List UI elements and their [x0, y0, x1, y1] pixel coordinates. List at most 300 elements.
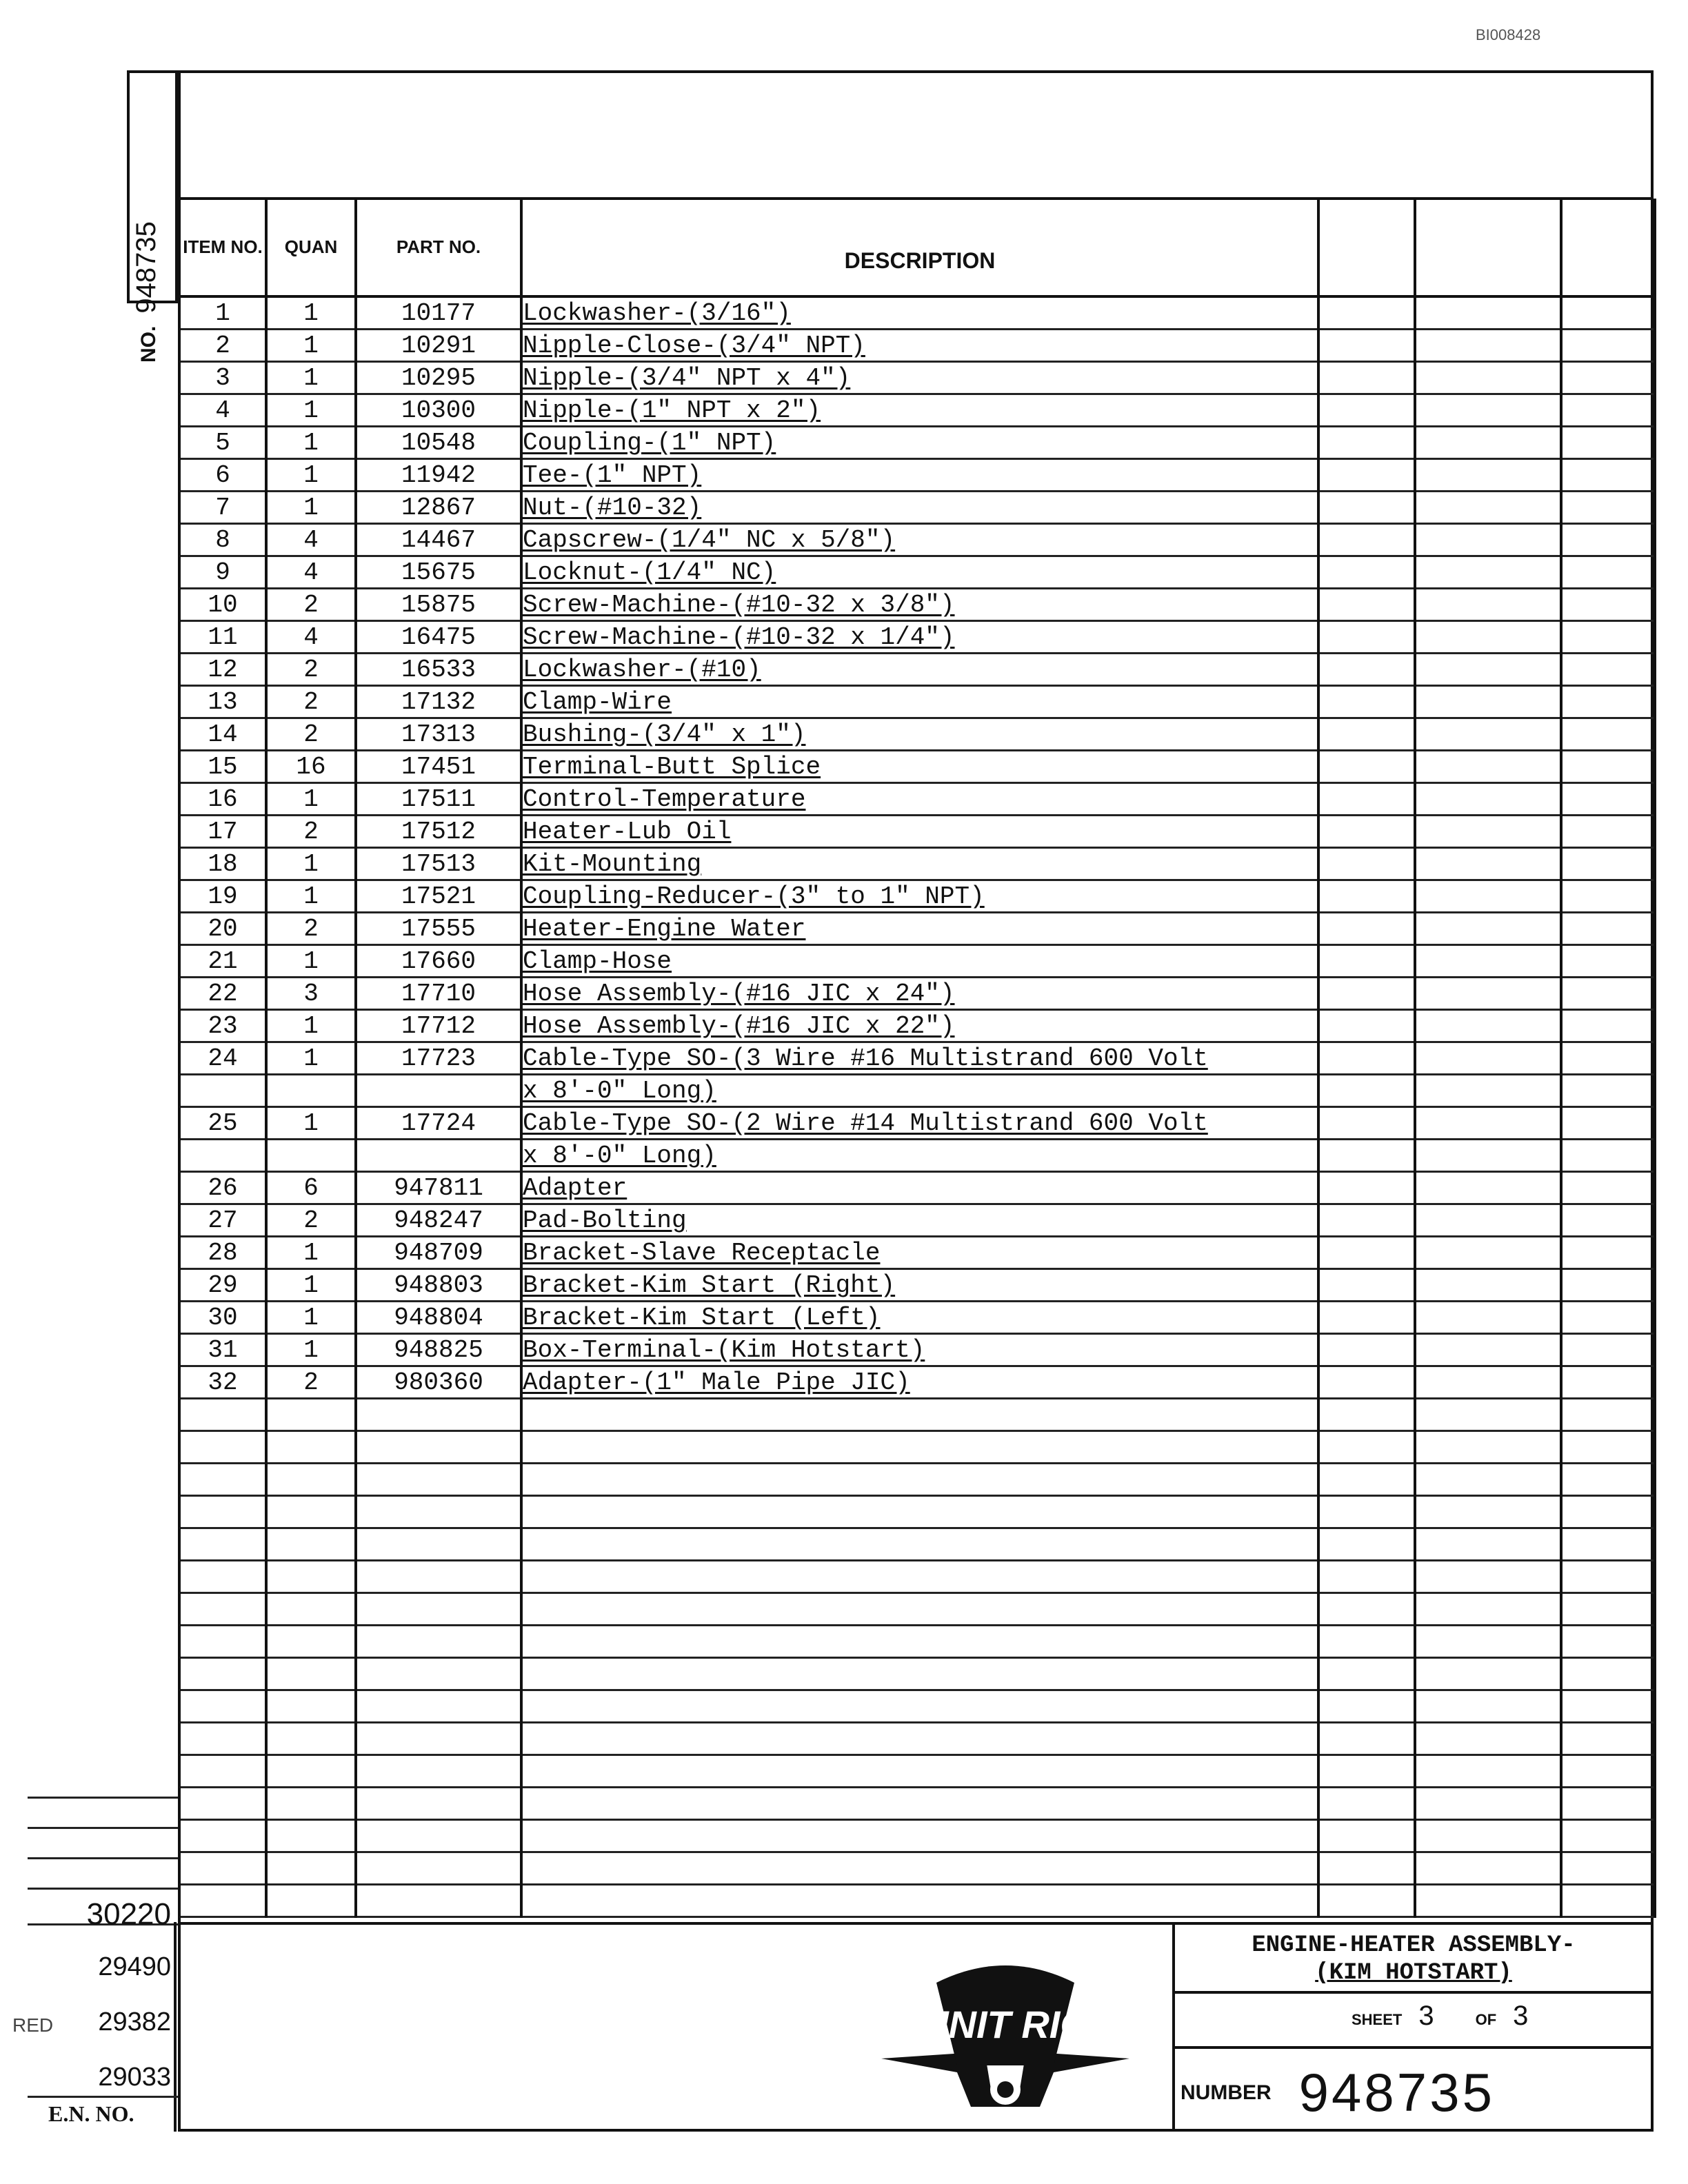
blank-cell — [1415, 1852, 1561, 1885]
blank-cell — [521, 1755, 1318, 1788]
empty-table-row — [179, 1496, 1655, 1528]
item-cell: 9 — [179, 556, 266, 589]
description-cell — [521, 1042, 1318, 1075]
blank-cell — [1318, 556, 1415, 589]
blank-cell — [1561, 1690, 1655, 1723]
blank-cell — [1415, 686, 1561, 718]
description-continuation-text: x 8'-0" Long) — [523, 1142, 716, 1170]
revision-entry-1: 30220 — [86, 1897, 171, 1931]
blank-cell — [1415, 1334, 1561, 1366]
part-number-cell: 17521 — [356, 880, 521, 913]
blank-cell — [356, 1885, 521, 1917]
description-cell — [521, 848, 1318, 880]
quantity-cell: 3 — [266, 978, 356, 1010]
quantity-cell: 1 — [266, 1334, 356, 1366]
item-cell: 13 — [179, 686, 266, 718]
description-cell — [521, 816, 1318, 848]
blank-cell — [356, 1593, 521, 1626]
col-header-quan: QUAN — [266, 199, 356, 296]
blank-cell — [1561, 330, 1655, 362]
table-row — [179, 1010, 1655, 1042]
blank-cell — [1561, 913, 1655, 945]
blank-cell — [1318, 1690, 1415, 1723]
quantity-cell: 1 — [266, 848, 356, 880]
blank-cell — [1318, 1075, 1415, 1107]
blank-cell — [356, 1723, 521, 1755]
blank-cell — [1561, 1366, 1655, 1399]
blank-cell — [1318, 783, 1415, 816]
col-header-part: PART NO. — [356, 199, 521, 296]
blank-cell — [179, 1723, 266, 1755]
blank-cell — [179, 1593, 266, 1626]
blank-cell — [1415, 1237, 1561, 1269]
blank-cell — [1318, 1788, 1415, 1820]
description-text: Screw-Machine-(#10-32 x 3/8") — [523, 591, 955, 619]
blank-cell — [1415, 459, 1561, 492]
blank-cell — [356, 1788, 521, 1820]
part-number-cell: 10291 — [356, 330, 521, 362]
blank-cell — [521, 1723, 1318, 1755]
quantity-cell: 1 — [266, 1042, 356, 1075]
rev-line-1 — [28, 1797, 178, 1799]
col-header-blank-2 — [1415, 199, 1561, 296]
blank-cell — [1415, 1723, 1561, 1755]
empty-table-row — [179, 1885, 1655, 1917]
blank-cell — [521, 1852, 1318, 1885]
empty-table-row — [179, 1690, 1655, 1723]
description-cell — [521, 459, 1318, 492]
quantity-cell: 1 — [266, 880, 356, 913]
blank-cell — [1415, 427, 1561, 459]
part-number-cell: 10300 — [356, 394, 521, 427]
col-header-item: ITEM NO. — [179, 199, 266, 296]
blank-cell — [1415, 880, 1561, 913]
blank-cell — [1318, 1010, 1415, 1042]
blank-cell — [179, 1464, 266, 1496]
part-number-cell: 17723 — [356, 1042, 521, 1075]
rev-line-3 — [28, 1857, 178, 1859]
description-cell — [521, 945, 1318, 978]
blank-cell — [1561, 751, 1655, 783]
table-row — [179, 783, 1655, 816]
item-cell: 12 — [179, 654, 266, 686]
blank-cell — [1318, 1528, 1415, 1561]
description-text: Screw-Machine-(#10-32 x 1/4") — [523, 623, 955, 651]
blank-cell — [356, 1075, 521, 1107]
description-cell — [521, 783, 1318, 816]
description-cell — [521, 1334, 1318, 1366]
blank-cell — [1318, 459, 1415, 492]
part-number-cell: 17511 — [356, 783, 521, 816]
blank-cell — [1415, 1528, 1561, 1561]
empty-table-row — [179, 1464, 1655, 1496]
blank-cell — [521, 1788, 1318, 1820]
blank-cell — [1561, 394, 1655, 427]
description-cell — [521, 1237, 1318, 1269]
quantity-cell: 6 — [266, 1172, 356, 1204]
blank-cell — [179, 1399, 266, 1431]
blank-cell — [1318, 330, 1415, 362]
part-number-cell: 17724 — [356, 1107, 521, 1140]
blank-cell — [1415, 848, 1561, 880]
blank-cell — [1415, 1755, 1561, 1788]
blank-cell — [1561, 1334, 1655, 1366]
blank-cell — [521, 1690, 1318, 1723]
part-number-cell: 17451 — [356, 751, 521, 783]
blank-cell — [179, 1561, 266, 1593]
blank-cell — [1415, 1464, 1561, 1496]
description-cell — [521, 1204, 1318, 1237]
table-row — [179, 1302, 1655, 1334]
reference-code: BI008428 — [1476, 26, 1541, 43]
col-header-blank-3 — [1561, 199, 1655, 296]
blank-cell — [1415, 1075, 1561, 1107]
blank-cell — [1415, 524, 1561, 556]
blank-cell — [179, 1788, 266, 1820]
blank-cell — [1318, 1496, 1415, 1528]
item-cell: 1 — [179, 296, 266, 330]
blank-cell — [1561, 459, 1655, 492]
item-cell: 27 — [179, 1204, 266, 1237]
part-number-cell: 15675 — [356, 556, 521, 589]
quantity-cell: 2 — [266, 718, 356, 751]
item-cell: 4 — [179, 394, 266, 427]
blank-cell — [179, 1528, 266, 1561]
quantity-cell: 1 — [266, 394, 356, 427]
table-row — [179, 1107, 1655, 1140]
blank-cell — [1318, 751, 1415, 783]
description-cell — [521, 524, 1318, 556]
quantity-cell: 1 — [266, 330, 356, 362]
blank-cell — [521, 1431, 1318, 1464]
blank-cell — [521, 1561, 1318, 1593]
blank-cell — [1561, 686, 1655, 718]
blank-cell — [356, 1140, 521, 1172]
description-text: Lockwasher-(3/16") — [523, 299, 791, 327]
blank-cell — [179, 1140, 266, 1172]
blank-cell — [1561, 1885, 1655, 1917]
quantity-cell: 1 — [266, 1269, 356, 1302]
blank-cell — [356, 1852, 521, 1885]
item-cell: 24 — [179, 1042, 266, 1075]
description-text: Cable-Type SO-(2 Wire #14 Multistrand 600 Volt — [523, 1109, 1208, 1138]
description-text: Coupling-Reducer-(3" to 1" NPT) — [523, 882, 985, 911]
part-number-cell: 14467 — [356, 524, 521, 556]
item-cell: 16 — [179, 783, 266, 816]
blank-cell — [521, 1528, 1318, 1561]
blank-cell — [1561, 1010, 1655, 1042]
description-text: Kit-Mounting — [523, 850, 702, 878]
item-cell: 5 — [179, 427, 266, 459]
part-number-cell: 17555 — [356, 913, 521, 945]
blank-cell — [1415, 1658, 1561, 1690]
doc-number-value: 948735 — [131, 221, 161, 314]
en-number-label: E.N. NO. — [48, 2101, 134, 2126]
rev-line-4 — [28, 1888, 178, 1890]
item-cell: 17 — [179, 816, 266, 848]
description-continuation-cell — [521, 1140, 1318, 1172]
item-cell: 28 — [179, 1237, 266, 1269]
blank-cell — [1415, 1820, 1561, 1852]
quantity-cell: 1 — [266, 362, 356, 394]
quantity-cell: 1 — [266, 1302, 356, 1334]
blank-cell — [1318, 848, 1415, 880]
table-row — [179, 654, 1655, 686]
part-number-cell: 17512 — [356, 816, 521, 848]
blank-cell — [1318, 427, 1415, 459]
part-number-cell: 10295 — [356, 362, 521, 394]
description-text: Adapter-(1" Male Pipe JIC) — [523, 1368, 910, 1397]
empty-table-row — [179, 1431, 1655, 1464]
table-row — [179, 589, 1655, 621]
item-cell: 10 — [179, 589, 266, 621]
blank-cell — [1415, 1496, 1561, 1528]
drawing-number — [1180, 2061, 1495, 2124]
description-cell — [521, 1172, 1318, 1204]
part-number-cell: 948803 — [356, 1269, 521, 1302]
table-row-continuation — [179, 1075, 1655, 1107]
description-text: Clamp-Hose — [523, 947, 672, 975]
blank-cell — [266, 1140, 356, 1172]
blank-cell — [1415, 589, 1561, 621]
description-text: Hose Assembly-(#16 JIC x 22") — [523, 1012, 955, 1040]
blank-cell — [1318, 492, 1415, 524]
title-block-vertical — [1172, 1922, 1175, 2132]
part-number-cell: 17660 — [356, 945, 521, 978]
sheet-total: 3 — [1513, 2001, 1529, 2031]
item-cell: 21 — [179, 945, 266, 978]
table-row — [179, 330, 1655, 362]
part-number-cell: 17313 — [356, 718, 521, 751]
blank-cell — [179, 1755, 266, 1788]
blank-cell — [1318, 589, 1415, 621]
quantity-cell: 1 — [266, 1237, 356, 1269]
blank-cell — [1561, 945, 1655, 978]
blank-cell — [1318, 880, 1415, 913]
blank-cell — [179, 1885, 266, 1917]
description-cell — [521, 621, 1318, 654]
blank-cell — [1561, 880, 1655, 913]
blank-cell — [1561, 1496, 1655, 1528]
number-label: NUMBER — [1180, 2081, 1272, 2104]
blank-cell — [1415, 718, 1561, 751]
table-row — [179, 1172, 1655, 1204]
blank-cell — [1415, 1366, 1561, 1399]
item-cell: 7 — [179, 492, 266, 524]
part-number-cell: 948709 — [356, 1237, 521, 1269]
blank-cell — [266, 1820, 356, 1852]
item-cell: 25 — [179, 1107, 266, 1140]
blank-cell — [356, 1464, 521, 1496]
title-block-line-2 — [1172, 2046, 1654, 2049]
blank-cell — [521, 1820, 1318, 1852]
description-text: Box-Terminal-(Kim Hotstart) — [523, 1336, 925, 1364]
description-cell — [521, 654, 1318, 686]
blank-cell — [1415, 1690, 1561, 1723]
quantity-cell: 1 — [266, 296, 356, 330]
part-number-cell: 948825 — [356, 1334, 521, 1366]
table-header-row — [179, 199, 1655, 296]
blank-cell — [266, 1885, 356, 1917]
blank-cell — [1561, 1237, 1655, 1269]
title-block-line-1 — [1172, 1991, 1654, 1994]
table-row — [179, 1366, 1655, 1399]
blank-cell — [179, 1658, 266, 1690]
blank-cell — [1318, 816, 1415, 848]
description-text: Cable-Type SO-(3 Wire #16 Multistrand 600 Volt — [523, 1044, 1208, 1073]
table-row — [179, 1334, 1655, 1366]
blank-cell — [1561, 427, 1655, 459]
sheet-label: SHEET — [1352, 2011, 1403, 2028]
blank-cell — [179, 1852, 266, 1885]
table-row — [179, 1269, 1655, 1302]
item-cell: 11 — [179, 621, 266, 654]
blank-cell — [1415, 621, 1561, 654]
blank-cell — [266, 1464, 356, 1496]
description-text: Nut-(#10-32) — [523, 494, 702, 522]
blank-cell — [179, 1431, 266, 1464]
quantity-cell: 2 — [266, 1366, 356, 1399]
blank-cell — [1318, 394, 1415, 427]
blank-cell — [356, 1431, 521, 1464]
blank-cell — [1561, 1399, 1655, 1431]
blank-cell — [1561, 654, 1655, 686]
blank-cell — [1415, 1561, 1561, 1593]
empty-table-row — [179, 1723, 1655, 1755]
table-row — [179, 394, 1655, 427]
description-cell — [521, 394, 1318, 427]
quantity-cell: 4 — [266, 556, 356, 589]
quantity-cell: 1 — [266, 492, 356, 524]
table-row — [179, 1204, 1655, 1237]
table-row — [179, 427, 1655, 459]
description-cell — [521, 362, 1318, 394]
description-cell — [521, 978, 1318, 1010]
table-row — [179, 556, 1655, 589]
blank-cell — [1561, 492, 1655, 524]
blank-cell — [1318, 1237, 1415, 1269]
blank-cell — [1561, 621, 1655, 654]
item-cell: 26 — [179, 1172, 266, 1204]
rev-line-2 — [28, 1827, 178, 1829]
table-row — [179, 621, 1655, 654]
description-text: Tee-(1" NPT) — [523, 461, 702, 489]
blank-cell — [1415, 296, 1561, 330]
blank-cell — [521, 1464, 1318, 1496]
empty-table-row — [179, 1658, 1655, 1690]
blank-cell — [1561, 1528, 1655, 1561]
rev-line-6 — [28, 2096, 178, 2098]
drawing-title — [1179, 1932, 1648, 1987]
blank-cell — [1318, 1334, 1415, 1366]
blank-cell — [1415, 978, 1561, 1010]
description-cell — [521, 1269, 1318, 1302]
part-number-cell: 16533 — [356, 654, 521, 686]
blank-cell — [1561, 1269, 1655, 1302]
blank-cell — [266, 1852, 356, 1885]
item-cell: 30 — [179, 1302, 266, 1334]
table-row — [179, 816, 1655, 848]
blank-cell — [1561, 1464, 1655, 1496]
description-cell — [521, 556, 1318, 589]
description-text: Control-Temperature — [523, 785, 806, 813]
blank-cell — [1415, 1140, 1561, 1172]
blank-cell — [1561, 1658, 1655, 1690]
part-number-cell: 12867 — [356, 492, 521, 524]
item-cell: 31 — [179, 1334, 266, 1366]
description-text: Capscrew-(1/4" NC x 5/8") — [523, 526, 896, 554]
item-cell: 29 — [179, 1269, 266, 1302]
item-cell: 3 — [179, 362, 266, 394]
description-text: Bracket-Slave Receptacle — [523, 1239, 881, 1267]
table-row — [179, 880, 1655, 913]
description-continuation-cell — [521, 1075, 1318, 1107]
part-number-cell: 10177 — [356, 296, 521, 330]
blank-cell — [179, 1690, 266, 1723]
blank-cell — [1415, 1431, 1561, 1464]
item-cell: 19 — [179, 880, 266, 913]
item-cell: 15 — [179, 751, 266, 783]
blank-cell — [266, 1658, 356, 1690]
blank-cell — [266, 1496, 356, 1528]
blank-cell — [1318, 1204, 1415, 1237]
quantity-cell: 2 — [266, 913, 356, 945]
quantity-cell: 1 — [266, 945, 356, 978]
blank-cell — [1415, 1172, 1561, 1204]
blank-cell — [1561, 1561, 1655, 1593]
revision-entry-2: 29490 — [98, 1952, 171, 1981]
description-cell — [521, 427, 1318, 459]
part-number-cell: 948247 — [356, 1204, 521, 1237]
quantity-cell: 2 — [266, 589, 356, 621]
table-row — [179, 492, 1655, 524]
description-cell — [521, 1302, 1318, 1334]
description-cell — [521, 913, 1318, 945]
part-number-cell: 15875 — [356, 589, 521, 621]
item-cell: 18 — [179, 848, 266, 880]
blank-cell — [1318, 1593, 1415, 1626]
quantity-cell: 16 — [266, 751, 356, 783]
blank-cell — [1318, 296, 1415, 330]
logo-text: UNIT RIG — [921, 2003, 1090, 2046]
blank-cell — [356, 1528, 521, 1561]
blank-cell — [1561, 589, 1655, 621]
blank-cell — [266, 1399, 356, 1431]
blank-cell — [1318, 1366, 1415, 1399]
blank-cell — [266, 1593, 356, 1626]
item-cell: 23 — [179, 1010, 266, 1042]
blank-cell — [266, 1690, 356, 1723]
blank-cell — [1415, 1107, 1561, 1140]
part-number-cell: 17513 — [356, 848, 521, 880]
table-row — [179, 751, 1655, 783]
table-row — [179, 459, 1655, 492]
blank-cell — [1318, 1561, 1415, 1593]
part-number-cell: 980360 — [356, 1366, 521, 1399]
table-row — [179, 718, 1655, 751]
description-cell — [521, 589, 1318, 621]
blank-cell — [1415, 1885, 1561, 1917]
blank-cell — [1318, 524, 1415, 556]
blank-cell — [1415, 1399, 1561, 1431]
table-row — [179, 945, 1655, 978]
blank-cell — [1318, 1399, 1415, 1431]
blank-cell — [266, 1788, 356, 1820]
blank-cell — [356, 1561, 521, 1593]
empty-table-row — [179, 1788, 1655, 1820]
blank-cell — [521, 1658, 1318, 1690]
blank-cell — [1318, 621, 1415, 654]
